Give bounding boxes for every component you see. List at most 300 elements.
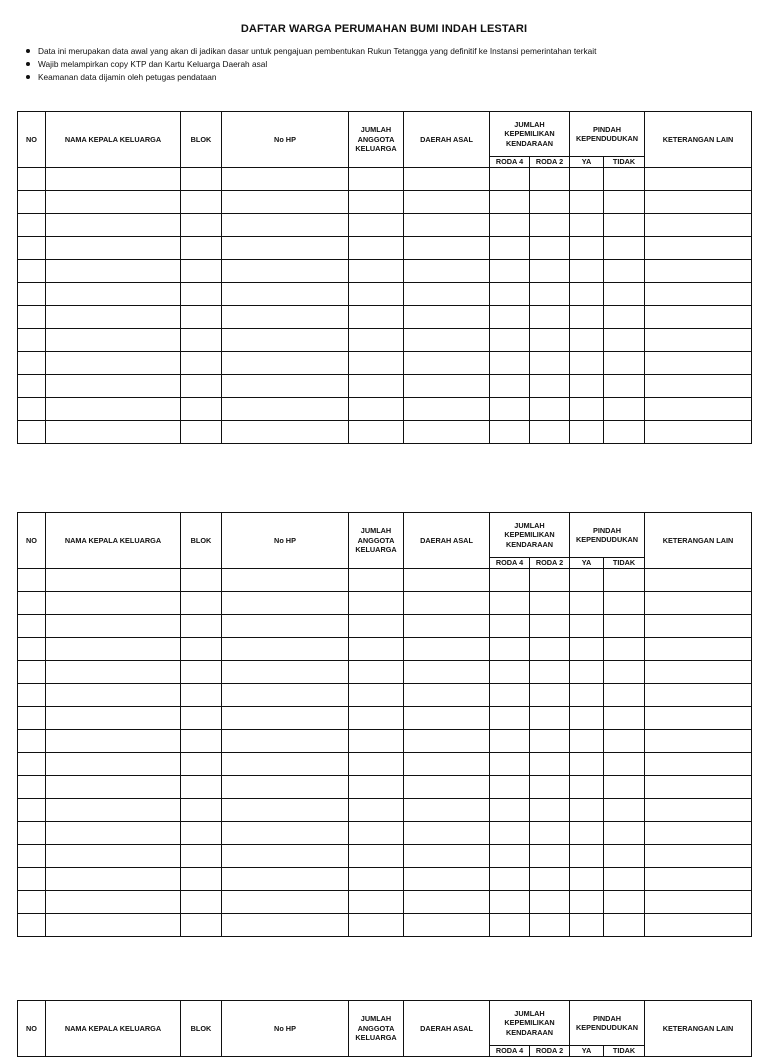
cell-roda4[interactable] xyxy=(490,868,530,891)
cell-ya[interactable] xyxy=(570,306,604,329)
cell-jumlah-anggota[interactable] xyxy=(349,868,404,891)
cell-no[interactable] xyxy=(18,730,46,753)
cell-ya[interactable] xyxy=(570,822,604,845)
cell-blok[interactable] xyxy=(181,329,222,352)
cell-roda4[interactable] xyxy=(490,684,530,707)
cell-nama[interactable] xyxy=(46,684,181,707)
cell-nama[interactable] xyxy=(46,569,181,592)
cell-jumlah-anggota[interactable] xyxy=(349,753,404,776)
cell-keterangan[interactable] xyxy=(645,684,752,707)
cell-jumlah-anggota[interactable] xyxy=(349,615,404,638)
cell-tidak[interactable] xyxy=(604,730,645,753)
cell-roda4[interactable] xyxy=(490,260,530,283)
cell-hp[interactable] xyxy=(222,283,349,306)
cell-no[interactable] xyxy=(18,283,46,306)
cell-roda2[interactable] xyxy=(530,730,570,753)
cell-no[interactable] xyxy=(18,799,46,822)
cell-jumlah-anggota[interactable] xyxy=(349,730,404,753)
cell-roda2[interactable] xyxy=(530,375,570,398)
cell-hp[interactable] xyxy=(222,799,349,822)
cell-ya[interactable] xyxy=(570,329,604,352)
cell-ya[interactable] xyxy=(570,592,604,615)
cell-keterangan[interactable] xyxy=(645,845,752,868)
cell-nama[interactable] xyxy=(46,707,181,730)
cell-no[interactable] xyxy=(18,421,46,444)
cell-no[interactable] xyxy=(18,891,46,914)
cell-hp[interactable] xyxy=(222,615,349,638)
cell-blok[interactable] xyxy=(181,191,222,214)
cell-hp[interactable] xyxy=(222,638,349,661)
cell-ya[interactable] xyxy=(570,191,604,214)
cell-hp[interactable] xyxy=(222,891,349,914)
cell-nama[interactable] xyxy=(46,421,181,444)
cell-daerah-asal[interactable] xyxy=(404,421,490,444)
cell-ya[interactable] xyxy=(570,776,604,799)
cell-keterangan[interactable] xyxy=(645,891,752,914)
cell-roda4[interactable] xyxy=(490,398,530,421)
cell-ya[interactable] xyxy=(570,283,604,306)
cell-nama[interactable] xyxy=(46,753,181,776)
cell-blok[interactable] xyxy=(181,891,222,914)
cell-keterangan[interactable] xyxy=(645,730,752,753)
cell-jumlah-anggota[interactable] xyxy=(349,421,404,444)
cell-ya[interactable] xyxy=(570,569,604,592)
cell-hp[interactable] xyxy=(222,260,349,283)
cell-roda4[interactable] xyxy=(490,822,530,845)
cell-roda4[interactable] xyxy=(490,214,530,237)
cell-tidak[interactable] xyxy=(604,753,645,776)
cell-hp[interactable] xyxy=(222,306,349,329)
cell-ya[interactable] xyxy=(570,661,604,684)
cell-daerah-asal[interactable] xyxy=(404,845,490,868)
cell-daerah-asal[interactable] xyxy=(404,615,490,638)
cell-keterangan[interactable] xyxy=(645,214,752,237)
cell-keterangan[interactable] xyxy=(645,638,752,661)
cell-daerah-asal[interactable] xyxy=(404,868,490,891)
cell-tidak[interactable] xyxy=(604,352,645,375)
cell-roda2[interactable] xyxy=(530,352,570,375)
cell-blok[interactable] xyxy=(181,638,222,661)
cell-blok[interactable] xyxy=(181,868,222,891)
cell-keterangan[interactable] xyxy=(645,661,752,684)
cell-no[interactable] xyxy=(18,684,46,707)
cell-roda4[interactable] xyxy=(490,421,530,444)
cell-blok[interactable] xyxy=(181,375,222,398)
cell-no[interactable] xyxy=(18,707,46,730)
cell-daerah-asal[interactable] xyxy=(404,891,490,914)
cell-jumlah-anggota[interactable] xyxy=(349,329,404,352)
cell-tidak[interactable] xyxy=(604,661,645,684)
cell-hp[interactable] xyxy=(222,237,349,260)
cell-ya[interactable] xyxy=(570,891,604,914)
cell-tidak[interactable] xyxy=(604,799,645,822)
cell-blok[interactable] xyxy=(181,168,222,191)
cell-roda2[interactable] xyxy=(530,891,570,914)
cell-ya[interactable] xyxy=(570,260,604,283)
cell-keterangan[interactable] xyxy=(645,868,752,891)
cell-tidak[interactable] xyxy=(604,237,645,260)
cell-no[interactable] xyxy=(18,638,46,661)
cell-ya[interactable] xyxy=(570,914,604,937)
cell-roda2[interactable] xyxy=(530,776,570,799)
cell-nama[interactable] xyxy=(46,799,181,822)
cell-blok[interactable] xyxy=(181,661,222,684)
cell-nama[interactable] xyxy=(46,237,181,260)
cell-keterangan[interactable] xyxy=(645,822,752,845)
cell-keterangan[interactable] xyxy=(645,352,752,375)
cell-ya[interactable] xyxy=(570,730,604,753)
cell-no[interactable] xyxy=(18,306,46,329)
cell-tidak[interactable] xyxy=(604,822,645,845)
cell-roda2[interactable] xyxy=(530,260,570,283)
cell-roda4[interactable] xyxy=(490,891,530,914)
cell-hp[interactable] xyxy=(222,168,349,191)
cell-nama[interactable] xyxy=(46,868,181,891)
cell-roda2[interactable] xyxy=(530,615,570,638)
cell-roda2[interactable] xyxy=(530,914,570,937)
cell-daerah-asal[interactable] xyxy=(404,799,490,822)
cell-nama[interactable] xyxy=(46,283,181,306)
cell-jumlah-anggota[interactable] xyxy=(349,283,404,306)
cell-no[interactable] xyxy=(18,868,46,891)
cell-no[interactable] xyxy=(18,592,46,615)
cell-ya[interactable] xyxy=(570,214,604,237)
cell-roda2[interactable] xyxy=(530,168,570,191)
cell-jumlah-anggota[interactable] xyxy=(349,822,404,845)
cell-roda2[interactable] xyxy=(530,868,570,891)
cell-daerah-asal[interactable] xyxy=(404,398,490,421)
cell-nama[interactable] xyxy=(46,214,181,237)
cell-jumlah-anggota[interactable] xyxy=(349,684,404,707)
cell-keterangan[interactable] xyxy=(645,329,752,352)
cell-nama[interactable] xyxy=(46,914,181,937)
cell-hp[interactable] xyxy=(222,421,349,444)
cell-no[interactable] xyxy=(18,237,46,260)
cell-keterangan[interactable] xyxy=(645,375,752,398)
cell-tidak[interactable] xyxy=(604,191,645,214)
cell-roda2[interactable] xyxy=(530,283,570,306)
cell-no[interactable] xyxy=(18,845,46,868)
cell-blok[interactable] xyxy=(181,730,222,753)
cell-roda4[interactable] xyxy=(490,592,530,615)
cell-roda4[interactable] xyxy=(490,375,530,398)
cell-daerah-asal[interactable] xyxy=(404,352,490,375)
cell-keterangan[interactable] xyxy=(645,615,752,638)
cell-roda4[interactable] xyxy=(490,661,530,684)
cell-keterangan[interactable] xyxy=(645,260,752,283)
cell-jumlah-anggota[interactable] xyxy=(349,260,404,283)
cell-keterangan[interactable] xyxy=(645,237,752,260)
cell-nama[interactable] xyxy=(46,168,181,191)
cell-jumlah-anggota[interactable] xyxy=(349,569,404,592)
cell-daerah-asal[interactable] xyxy=(404,776,490,799)
cell-daerah-asal[interactable] xyxy=(404,822,490,845)
cell-no[interactable] xyxy=(18,329,46,352)
cell-tidak[interactable] xyxy=(604,638,645,661)
cell-nama[interactable] xyxy=(46,638,181,661)
cell-ya[interactable] xyxy=(570,421,604,444)
cell-blok[interactable] xyxy=(181,845,222,868)
cell-daerah-asal[interactable] xyxy=(404,260,490,283)
cell-nama[interactable] xyxy=(46,730,181,753)
cell-roda4[interactable] xyxy=(490,845,530,868)
cell-daerah-asal[interactable] xyxy=(404,306,490,329)
cell-ya[interactable] xyxy=(570,868,604,891)
cell-roda4[interactable] xyxy=(490,168,530,191)
cell-nama[interactable] xyxy=(46,592,181,615)
cell-roda4[interactable] xyxy=(490,776,530,799)
cell-daerah-asal[interactable] xyxy=(404,191,490,214)
cell-daerah-asal[interactable] xyxy=(404,283,490,306)
cell-no[interactable] xyxy=(18,753,46,776)
cell-jumlah-anggota[interactable] xyxy=(349,661,404,684)
cell-no[interactable] xyxy=(18,260,46,283)
cell-roda2[interactable] xyxy=(530,569,570,592)
cell-tidak[interactable] xyxy=(604,329,645,352)
cell-keterangan[interactable] xyxy=(645,914,752,937)
cell-hp[interactable] xyxy=(222,191,349,214)
cell-roda2[interactable] xyxy=(530,191,570,214)
cell-tidak[interactable] xyxy=(604,569,645,592)
cell-ya[interactable] xyxy=(570,352,604,375)
cell-roda4[interactable] xyxy=(490,615,530,638)
cell-hp[interactable] xyxy=(222,592,349,615)
cell-roda4[interactable] xyxy=(490,283,530,306)
cell-hp[interactable] xyxy=(222,569,349,592)
cell-tidak[interactable] xyxy=(604,845,645,868)
cell-no[interactable] xyxy=(18,914,46,937)
cell-roda4[interactable] xyxy=(490,730,530,753)
cell-daerah-asal[interactable] xyxy=(404,214,490,237)
cell-tidak[interactable] xyxy=(604,684,645,707)
cell-ya[interactable] xyxy=(570,799,604,822)
cell-tidak[interactable] xyxy=(604,868,645,891)
cell-blok[interactable] xyxy=(181,283,222,306)
cell-no[interactable] xyxy=(18,168,46,191)
cell-ya[interactable] xyxy=(570,168,604,191)
cell-hp[interactable] xyxy=(222,707,349,730)
cell-blok[interactable] xyxy=(181,776,222,799)
cell-nama[interactable] xyxy=(46,375,181,398)
cell-no[interactable] xyxy=(18,615,46,638)
cell-nama[interactable] xyxy=(46,306,181,329)
cell-no[interactable] xyxy=(18,661,46,684)
cell-daerah-asal[interactable] xyxy=(404,569,490,592)
cell-nama[interactable] xyxy=(46,260,181,283)
cell-jumlah-anggota[interactable] xyxy=(349,375,404,398)
cell-ya[interactable] xyxy=(570,845,604,868)
cell-jumlah-anggota[interactable] xyxy=(349,306,404,329)
cell-hp[interactable] xyxy=(222,753,349,776)
cell-daerah-asal[interactable] xyxy=(404,329,490,352)
cell-keterangan[interactable] xyxy=(645,799,752,822)
cell-tidak[interactable] xyxy=(604,398,645,421)
cell-roda4[interactable] xyxy=(490,707,530,730)
cell-jumlah-anggota[interactable] xyxy=(349,638,404,661)
cell-blok[interactable] xyxy=(181,684,222,707)
cell-blok[interactable] xyxy=(181,615,222,638)
cell-blok[interactable] xyxy=(181,707,222,730)
cell-nama[interactable] xyxy=(46,822,181,845)
cell-hp[interactable] xyxy=(222,776,349,799)
cell-keterangan[interactable] xyxy=(645,707,752,730)
cell-blok[interactable] xyxy=(181,753,222,776)
cell-roda4[interactable] xyxy=(490,306,530,329)
cell-roda4[interactable] xyxy=(490,753,530,776)
cell-tidak[interactable] xyxy=(604,914,645,937)
cell-keterangan[interactable] xyxy=(645,398,752,421)
cell-keterangan[interactable] xyxy=(645,283,752,306)
cell-roda2[interactable] xyxy=(530,799,570,822)
cell-jumlah-anggota[interactable] xyxy=(349,914,404,937)
cell-tidak[interactable] xyxy=(604,168,645,191)
cell-hp[interactable] xyxy=(222,375,349,398)
cell-keterangan[interactable] xyxy=(645,776,752,799)
cell-roda2[interactable] xyxy=(530,753,570,776)
cell-roda4[interactable] xyxy=(490,638,530,661)
cell-roda2[interactable] xyxy=(530,306,570,329)
cell-keterangan[interactable] xyxy=(645,306,752,329)
cell-tidak[interactable] xyxy=(604,776,645,799)
cell-tidak[interactable] xyxy=(604,260,645,283)
cell-jumlah-anggota[interactable] xyxy=(349,352,404,375)
cell-roda2[interactable] xyxy=(530,329,570,352)
cell-nama[interactable] xyxy=(46,329,181,352)
cell-jumlah-anggota[interactable] xyxy=(349,776,404,799)
cell-no[interactable] xyxy=(18,776,46,799)
cell-nama[interactable] xyxy=(46,352,181,375)
cell-roda2[interactable] xyxy=(530,707,570,730)
cell-daerah-asal[interactable] xyxy=(404,168,490,191)
cell-jumlah-anggota[interactable] xyxy=(349,707,404,730)
cell-hp[interactable] xyxy=(222,868,349,891)
cell-ya[interactable] xyxy=(570,707,604,730)
cell-roda2[interactable] xyxy=(530,421,570,444)
cell-daerah-asal[interactable] xyxy=(404,684,490,707)
cell-hp[interactable] xyxy=(222,730,349,753)
cell-roda2[interactable] xyxy=(530,822,570,845)
cell-jumlah-anggota[interactable] xyxy=(349,398,404,421)
cell-blok[interactable] xyxy=(181,592,222,615)
cell-ya[interactable] xyxy=(570,375,604,398)
cell-roda4[interactable] xyxy=(490,799,530,822)
cell-daerah-asal[interactable] xyxy=(404,914,490,937)
cell-blok[interactable] xyxy=(181,214,222,237)
cell-roda4[interactable] xyxy=(490,191,530,214)
cell-roda4[interactable] xyxy=(490,352,530,375)
cell-keterangan[interactable] xyxy=(645,753,752,776)
cell-roda2[interactable] xyxy=(530,661,570,684)
cell-roda2[interactable] xyxy=(530,237,570,260)
cell-daerah-asal[interactable] xyxy=(404,753,490,776)
cell-keterangan[interactable] xyxy=(645,421,752,444)
cell-blok[interactable] xyxy=(181,421,222,444)
cell-roda2[interactable] xyxy=(530,214,570,237)
cell-roda2[interactable] xyxy=(530,592,570,615)
cell-hp[interactable] xyxy=(222,914,349,937)
cell-nama[interactable] xyxy=(46,891,181,914)
cell-jumlah-anggota[interactable] xyxy=(349,214,404,237)
cell-jumlah-anggota[interactable] xyxy=(349,799,404,822)
cell-keterangan[interactable] xyxy=(645,592,752,615)
cell-tidak[interactable] xyxy=(604,421,645,444)
cell-ya[interactable] xyxy=(570,398,604,421)
cell-hp[interactable] xyxy=(222,214,349,237)
cell-hp[interactable] xyxy=(222,398,349,421)
cell-no[interactable] xyxy=(18,822,46,845)
cell-nama[interactable] xyxy=(46,398,181,421)
cell-daerah-asal[interactable] xyxy=(404,661,490,684)
cell-no[interactable] xyxy=(18,191,46,214)
cell-blok[interactable] xyxy=(181,799,222,822)
cell-daerah-asal[interactable] xyxy=(404,375,490,398)
cell-jumlah-anggota[interactable] xyxy=(349,592,404,615)
cell-blok[interactable] xyxy=(181,260,222,283)
cell-hp[interactable] xyxy=(222,684,349,707)
cell-no[interactable] xyxy=(18,569,46,592)
cell-blok[interactable] xyxy=(181,822,222,845)
cell-hp[interactable] xyxy=(222,329,349,352)
cell-tidak[interactable] xyxy=(604,375,645,398)
cell-keterangan[interactable] xyxy=(645,191,752,214)
cell-no[interactable] xyxy=(18,375,46,398)
cell-tidak[interactable] xyxy=(604,592,645,615)
cell-roda4[interactable] xyxy=(490,237,530,260)
cell-blok[interactable] xyxy=(181,398,222,421)
cell-roda4[interactable] xyxy=(490,914,530,937)
cell-roda2[interactable] xyxy=(530,684,570,707)
cell-keterangan[interactable] xyxy=(645,168,752,191)
cell-ya[interactable] xyxy=(570,237,604,260)
cell-ya[interactable] xyxy=(570,684,604,707)
cell-daerah-asal[interactable] xyxy=(404,237,490,260)
cell-daerah-asal[interactable] xyxy=(404,730,490,753)
cell-jumlah-anggota[interactable] xyxy=(349,845,404,868)
cell-hp[interactable] xyxy=(222,822,349,845)
cell-blok[interactable] xyxy=(181,306,222,329)
cell-jumlah-anggota[interactable] xyxy=(349,191,404,214)
cell-ya[interactable] xyxy=(570,615,604,638)
cell-nama[interactable] xyxy=(46,191,181,214)
cell-tidak[interactable] xyxy=(604,707,645,730)
cell-roda2[interactable] xyxy=(530,845,570,868)
cell-tidak[interactable] xyxy=(604,615,645,638)
cell-roda2[interactable] xyxy=(530,398,570,421)
cell-hp[interactable] xyxy=(222,661,349,684)
cell-hp[interactable] xyxy=(222,352,349,375)
cell-roda4[interactable] xyxy=(490,569,530,592)
cell-blok[interactable] xyxy=(181,569,222,592)
cell-jumlah-anggota[interactable] xyxy=(349,168,404,191)
cell-hp[interactable] xyxy=(222,845,349,868)
cell-tidak[interactable] xyxy=(604,214,645,237)
cell-keterangan[interactable] xyxy=(645,569,752,592)
cell-ya[interactable] xyxy=(570,753,604,776)
cell-no[interactable] xyxy=(18,398,46,421)
cell-blok[interactable] xyxy=(181,237,222,260)
cell-jumlah-anggota[interactable] xyxy=(349,891,404,914)
cell-blok[interactable] xyxy=(181,914,222,937)
cell-no[interactable] xyxy=(18,352,46,375)
cell-daerah-asal[interactable] xyxy=(404,638,490,661)
cell-daerah-asal[interactable] xyxy=(404,592,490,615)
cell-nama[interactable] xyxy=(46,661,181,684)
cell-nama[interactable] xyxy=(46,615,181,638)
cell-roda4[interactable] xyxy=(490,329,530,352)
cell-no[interactable] xyxy=(18,214,46,237)
cell-roda2[interactable] xyxy=(530,638,570,661)
cell-tidak[interactable] xyxy=(604,891,645,914)
